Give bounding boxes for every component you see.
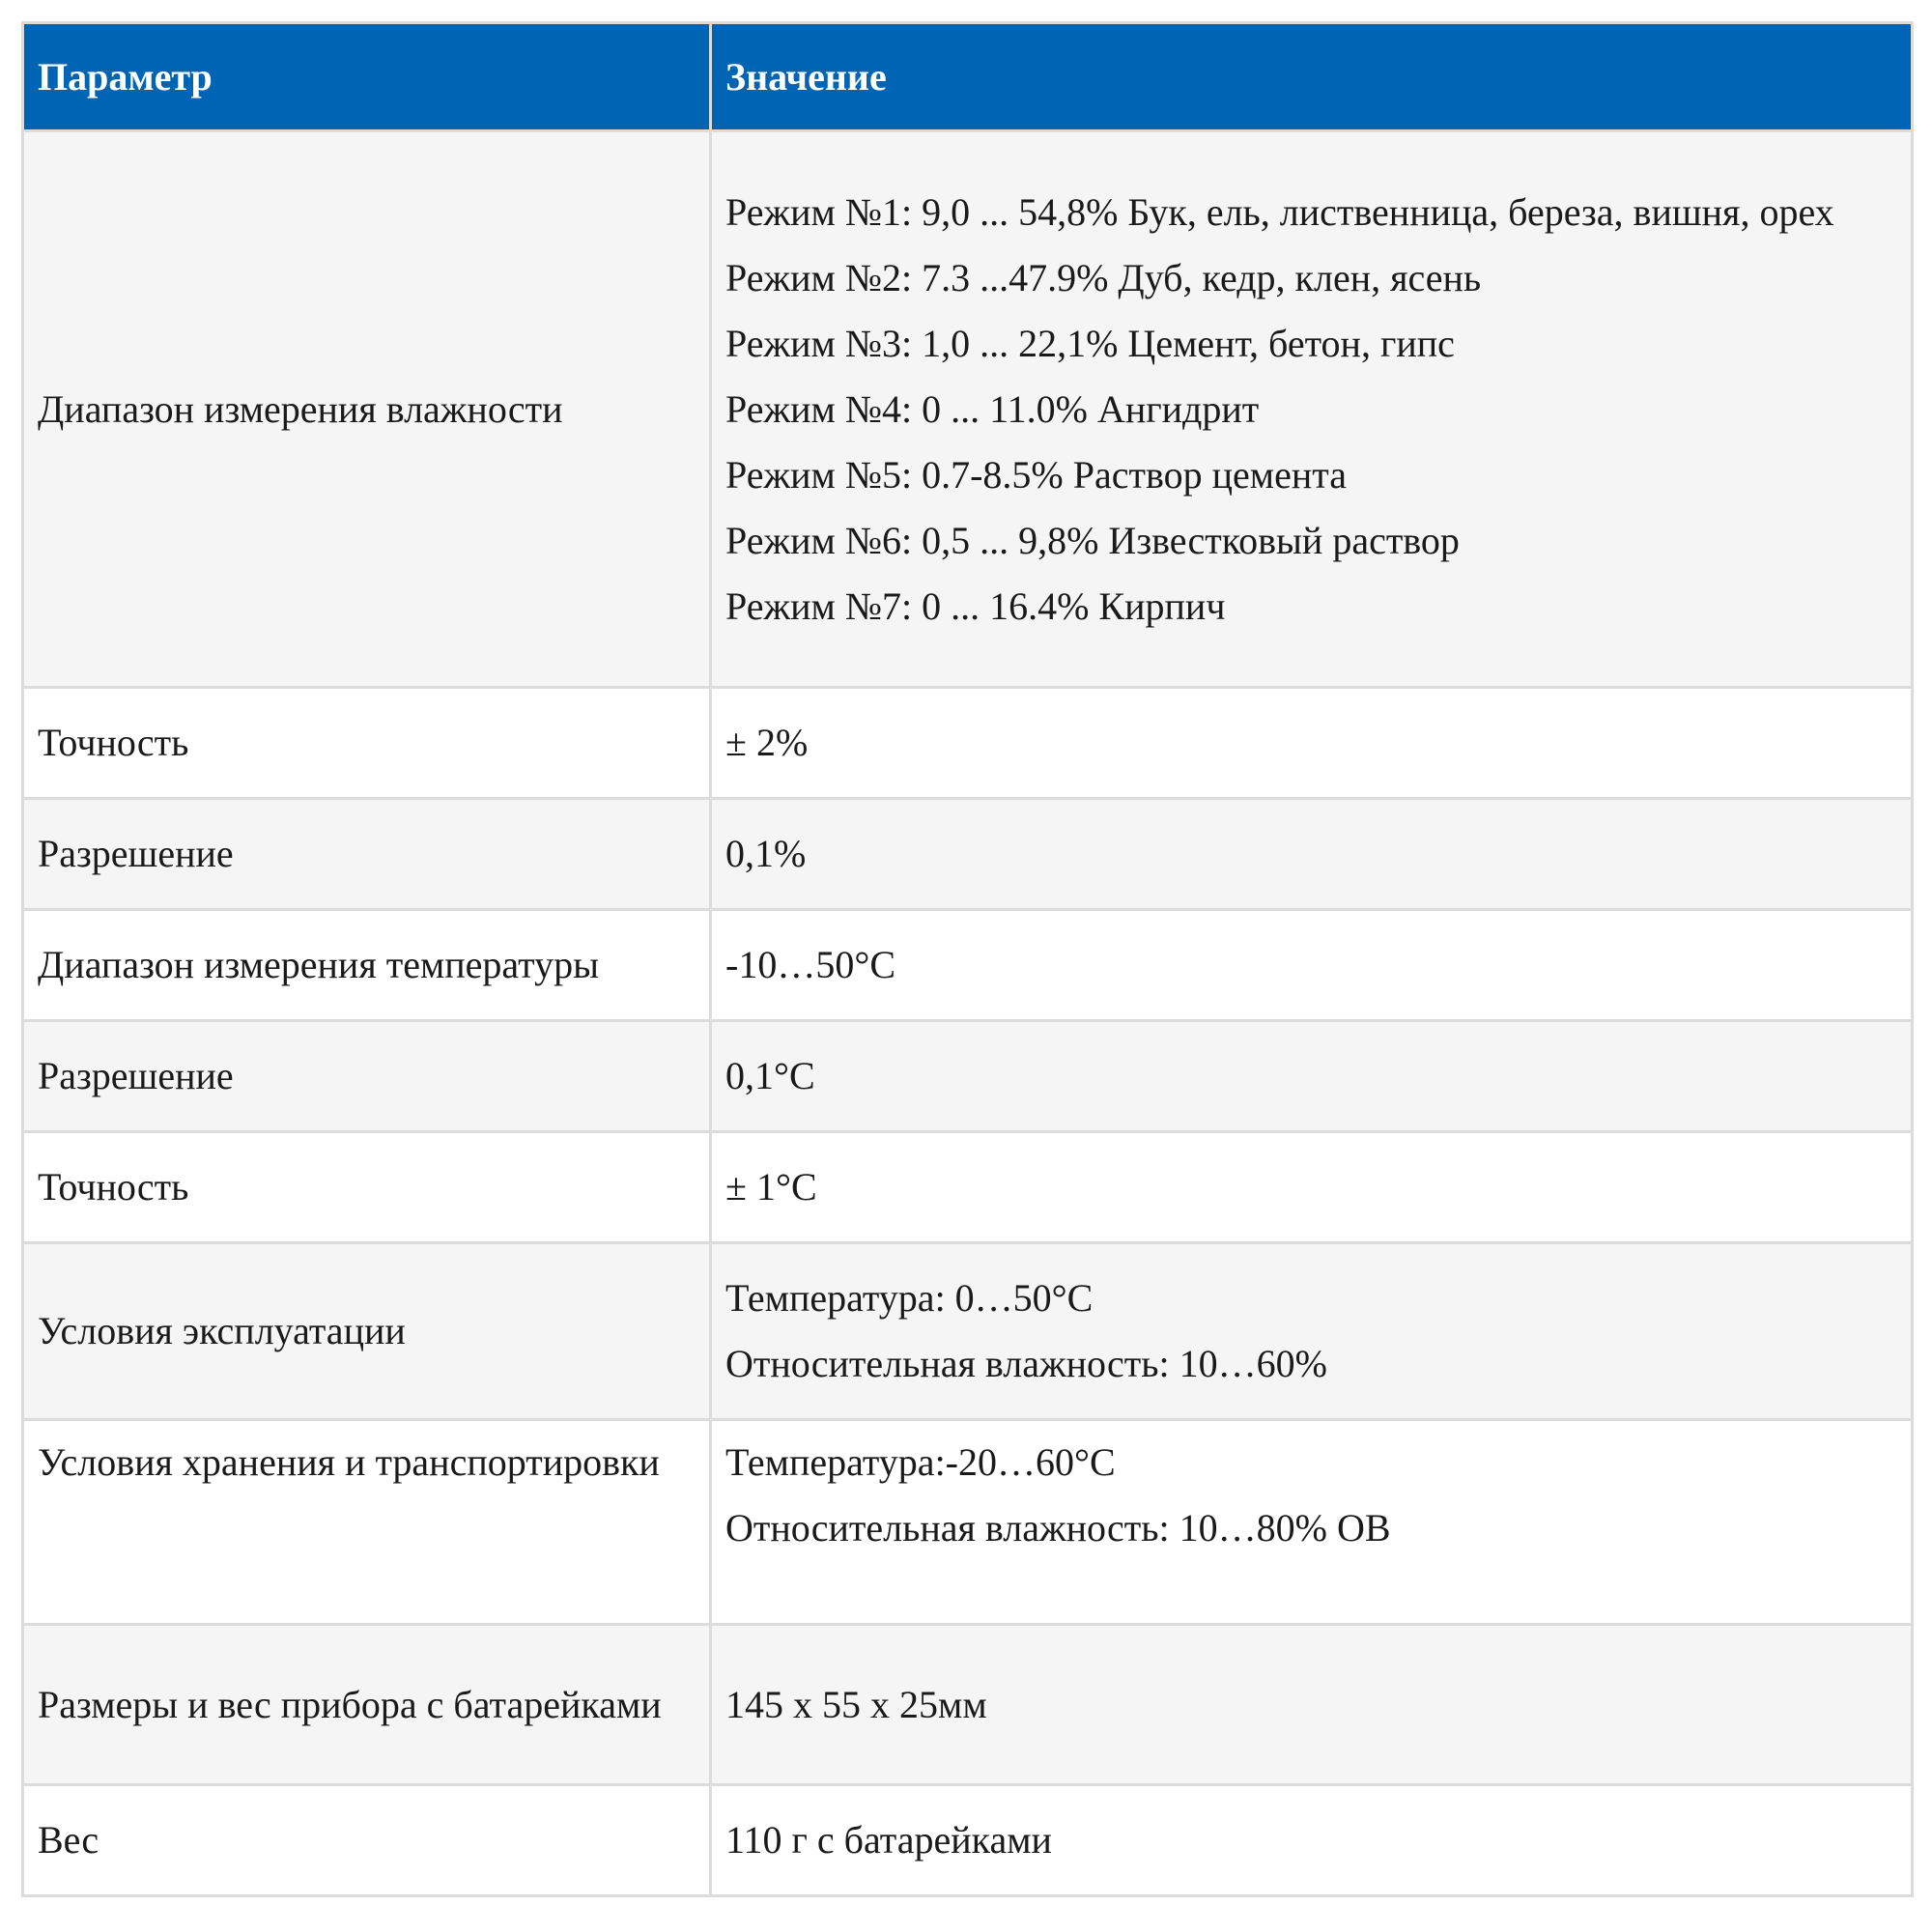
value-line: Режим №5: 0.7-8.5% Раствор цемента (725, 452, 1347, 497)
value-line: Режим №6: 0,5 ... 9,8% Известковый раствор (725, 518, 1460, 562)
value-line: Режим №1: 9,0 ... 54,8% Бук, ель, лиственница, береза, вишня, орех (725, 189, 1834, 234)
table-header-row (23, 23, 1913, 131)
row-value (711, 1132, 1913, 1243)
value-line: Режим №3: 1,0 ... 22,1% Цемент, бетон, гипс (725, 321, 1455, 365)
row-value (711, 1625, 1913, 1785)
row-param: Диапазон измерения температуры (23, 910, 711, 1021)
row-value (711, 910, 1913, 1021)
table-row (23, 1243, 1913, 1420)
table-row (23, 1785, 1913, 1896)
row-value (711, 688, 1913, 799)
row-param: Вес (23, 1785, 711, 1896)
row-param: Разрешение (23, 1021, 711, 1132)
value-line: 145 x 55 x 25мм (725, 1682, 987, 1726)
table-row (23, 799, 1913, 910)
row-param: Точность (23, 1132, 711, 1243)
table-row (23, 910, 1913, 1021)
table-row (23, 131, 1913, 688)
header-param: Параметр (23, 23, 711, 131)
table-row (23, 1021, 1913, 1132)
table-row (23, 1132, 1913, 1243)
value-line: Режим №2: 7.3 ...47.9% Дуб, кедр, клен, ясень (725, 255, 1482, 299)
row-param: Разрешение (23, 799, 711, 910)
spec-table (21, 21, 1914, 1897)
table-row (23, 688, 1913, 799)
row-value (711, 1785, 1913, 1896)
row-param: Диапазон измерения влажности (23, 131, 711, 688)
row-param: Условия эксплуатации (23, 1243, 711, 1420)
row-param: Условия хранения и транспортировки (23, 1420, 711, 1625)
value-line: Относительная влажность: 10…60% (725, 1342, 1327, 1385)
value-line: Режим №7: 0 ... 16.4% Кирпич (725, 583, 1226, 628)
row-value (711, 1021, 1913, 1132)
row-value (711, 799, 1913, 910)
value-line: -10…50°C (725, 943, 895, 986)
header-value: Значение (711, 23, 1913, 131)
value-line: 0,1% (725, 832, 807, 875)
row-value (711, 1243, 1913, 1420)
value-line: Режим №4: 0 ... 11.0% Ангидрит (725, 386, 1260, 431)
value-line: Относительная влажность: 10…80% OB (725, 1506, 1391, 1550)
row-value (711, 1420, 1913, 1625)
table-row (23, 1625, 1913, 1785)
value-line: Температура:-20…60°C (725, 1440, 1116, 1484)
row-param: Размеры и вес прибора с батарейками (23, 1625, 711, 1785)
table-row (23, 1420, 1913, 1625)
value-line: 110 г с батарейками (725, 1818, 1052, 1862)
row-value (711, 131, 1913, 688)
row-param: Точность (23, 688, 711, 799)
value-line: ± 2% (725, 721, 809, 764)
value-line: Температура: 0…50°C (725, 1276, 1094, 1320)
value-line: ± 1°C (725, 1165, 817, 1208)
value-line: 0,1°C (725, 1054, 815, 1097)
